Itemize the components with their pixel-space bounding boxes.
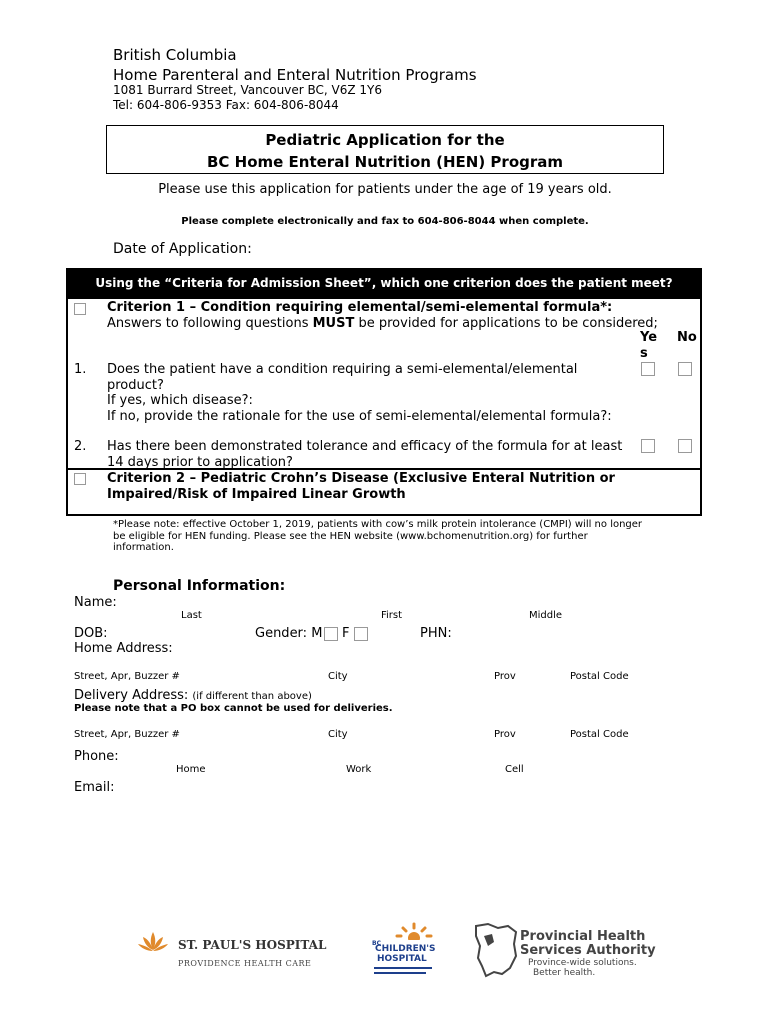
- note-line1: *Please note: effective October 1, 2019, patients with cow’s milk protein intolerance (CMPI) will no longer: [113, 519, 643, 530]
- dob-label: DOB:: [74, 626, 108, 641]
- note-line2: be eligible for HEN funding. Please see the HEN website (www.bchomenutrition.org) for further: [113, 530, 588, 542]
- name-label: Name:: [74, 595, 117, 610]
- delivery-prov-caption: Prov: [494, 729, 516, 740]
- childrens-line2: HOSPITAL: [377, 954, 427, 964]
- q1-line4: If no, provide the rationale for the use of semi-elemental/elemental formula?:: [107, 408, 612, 424]
- delivery-street-caption: Street, Apr, Buzzer #: [74, 729, 180, 740]
- st-pauls-logo: [137, 928, 169, 960]
- q1-line1: Does the patient have a condition requiring a semi-elemental/elemental: [107, 362, 578, 377]
- home-street-caption: Street, Apr, Buzzer #: [74, 671, 180, 682]
- phsa-logo: [474, 922, 518, 982]
- home-city-caption: City: [328, 671, 348, 682]
- form-title-line1: Pediatric Application for the: [265, 131, 505, 149]
- delivery-label-text: Delivery Address:: [74, 688, 189, 703]
- personal-info-heading: Personal Information:: [113, 578, 286, 594]
- delivery-postal-caption: Postal Code: [570, 729, 629, 740]
- instruction-text-end: be provided for applications to be considered;: [354, 316, 658, 331]
- criterion-2-title: [107, 471, 627, 503]
- childrens-hospital-logo: [372, 922, 436, 978]
- org-tel-fax: Tel: 604-806-9353 Fax: 604-806-8044: [113, 98, 339, 112]
- instruction-must: MUST: [312, 316, 355, 331]
- c2-title-line1: Criterion 2 – Pediatric Crohn’s Disease (Exclusive Enteral Nutrition or: [107, 471, 615, 486]
- c2-title-line2: Impaired/Risk of Impaired Linear Growth: [107, 487, 406, 502]
- first-name-caption: First: [381, 610, 403, 621]
- criteria-divider: [66, 468, 702, 470]
- phsa-line4: Better health.: [533, 968, 596, 978]
- phsa-line2: Services Authority: [520, 943, 656, 958]
- note-line3: information.: [113, 542, 174, 553]
- question-1-yes-checkbox[interactable]: [641, 362, 655, 376]
- childrens-rule: [374, 967, 432, 969]
- criterion-1-instruction: [107, 316, 658, 331]
- last-name-caption: Last: [181, 610, 202, 621]
- home-postal-caption: Postal Code: [570, 671, 629, 682]
- delivery-note-text: (if different than above): [192, 691, 312, 702]
- criterion-1-checkbox[interactable]: [74, 303, 86, 315]
- q1-line2: product?: [107, 377, 164, 393]
- home-phone-caption: Home: [176, 764, 206, 775]
- instruction-text: Answers to following questions: [107, 316, 313, 331]
- criterion-1-title: Criterion 1 – Condition requiring elemental/semi-elemental formula*:: [107, 300, 613, 315]
- phsa-line3: Province-wide solutions.: [528, 958, 637, 968]
- q2-line2: 14 days prior to application?: [107, 454, 293, 470]
- yes-column-label: Yes: [640, 330, 658, 361]
- st-pauls-flower-icon: [137, 928, 169, 956]
- footer-logos: [0, 920, 770, 980]
- home-prov-caption: Prov: [494, 671, 516, 682]
- childrens-bc: BC: [372, 940, 381, 947]
- delivery-address-label: [74, 688, 312, 703]
- cell-phone-caption: Cell: [505, 764, 524, 775]
- intro-text: Please use this application for patients under the age of 19 years old.: [158, 182, 612, 197]
- org-name-line2: Home Parenteral and Enteral Nutrition Programs: [113, 66, 477, 84]
- org-name-line1: British Columbia: [113, 46, 237, 64]
- date-of-application-label: Date of Application:: [113, 241, 252, 257]
- question-1-number: 1.: [74, 362, 87, 377]
- gender-f-label: F: [342, 626, 350, 641]
- home-address-label: Home Address:: [74, 641, 173, 656]
- org-address: 1081 Burrard Street, Vancouver BC, V6Z 1Y6: [113, 83, 382, 97]
- phone-label: Phone:: [74, 749, 119, 764]
- question-2-number: 2.: [74, 439, 87, 454]
- gender-m-checkbox[interactable]: [324, 627, 338, 641]
- question-1-no-checkbox[interactable]: [678, 362, 692, 376]
- question-1-text: [107, 362, 627, 424]
- q2-line1: Has there been demonstrated tolerance and efficacy of the formula for at least: [107, 439, 623, 454]
- bc-map-icon: [474, 922, 518, 978]
- fax-instruction: Please complete electronically and fax to 604-806-8044 when complete.: [181, 216, 589, 227]
- work-phone-caption: Work: [346, 764, 372, 775]
- criterion-2-checkbox[interactable]: [74, 473, 86, 485]
- gender-f-checkbox[interactable]: [354, 627, 368, 641]
- childrens-rule-2: [374, 972, 426, 974]
- childrens-line1: CHILDREN'S: [375, 944, 436, 954]
- childrens-sun-icon: [394, 922, 434, 940]
- form-title-line2: BC Home Enteral Nutrition (HEN) Program: [206, 153, 564, 171]
- gender-label: Gender: M: [255, 626, 323, 641]
- no-column-label: No: [677, 330, 697, 345]
- phsa-line1: Provincial Health: [520, 929, 646, 944]
- middle-name-caption: Middle: [529, 610, 563, 621]
- st-pauls-subtitle: PROVIDENCE HEALTH CARE: [178, 959, 312, 968]
- question-2-text: [107, 439, 627, 470]
- phn-label: PHN:: [420, 626, 452, 641]
- po-box-note: Please note that a PO box cannot be used for deliveries.: [74, 703, 393, 714]
- question-2-yes-checkbox[interactable]: [641, 439, 655, 453]
- criteria-header: Using the “Criteria for Admission Sheet”, which one criterion does the patient meet?: [66, 268, 702, 299]
- question-2-no-checkbox[interactable]: [678, 439, 692, 453]
- delivery-city-caption: City: [328, 729, 348, 740]
- form-title-box: [106, 125, 664, 174]
- email-label: Email:: [74, 780, 115, 795]
- cmpi-note: [113, 519, 673, 554]
- q1-line3: If yes, which disease?:: [107, 393, 253, 408]
- st-pauls-name: ST. PAUL'S HOSPITAL: [178, 938, 327, 952]
